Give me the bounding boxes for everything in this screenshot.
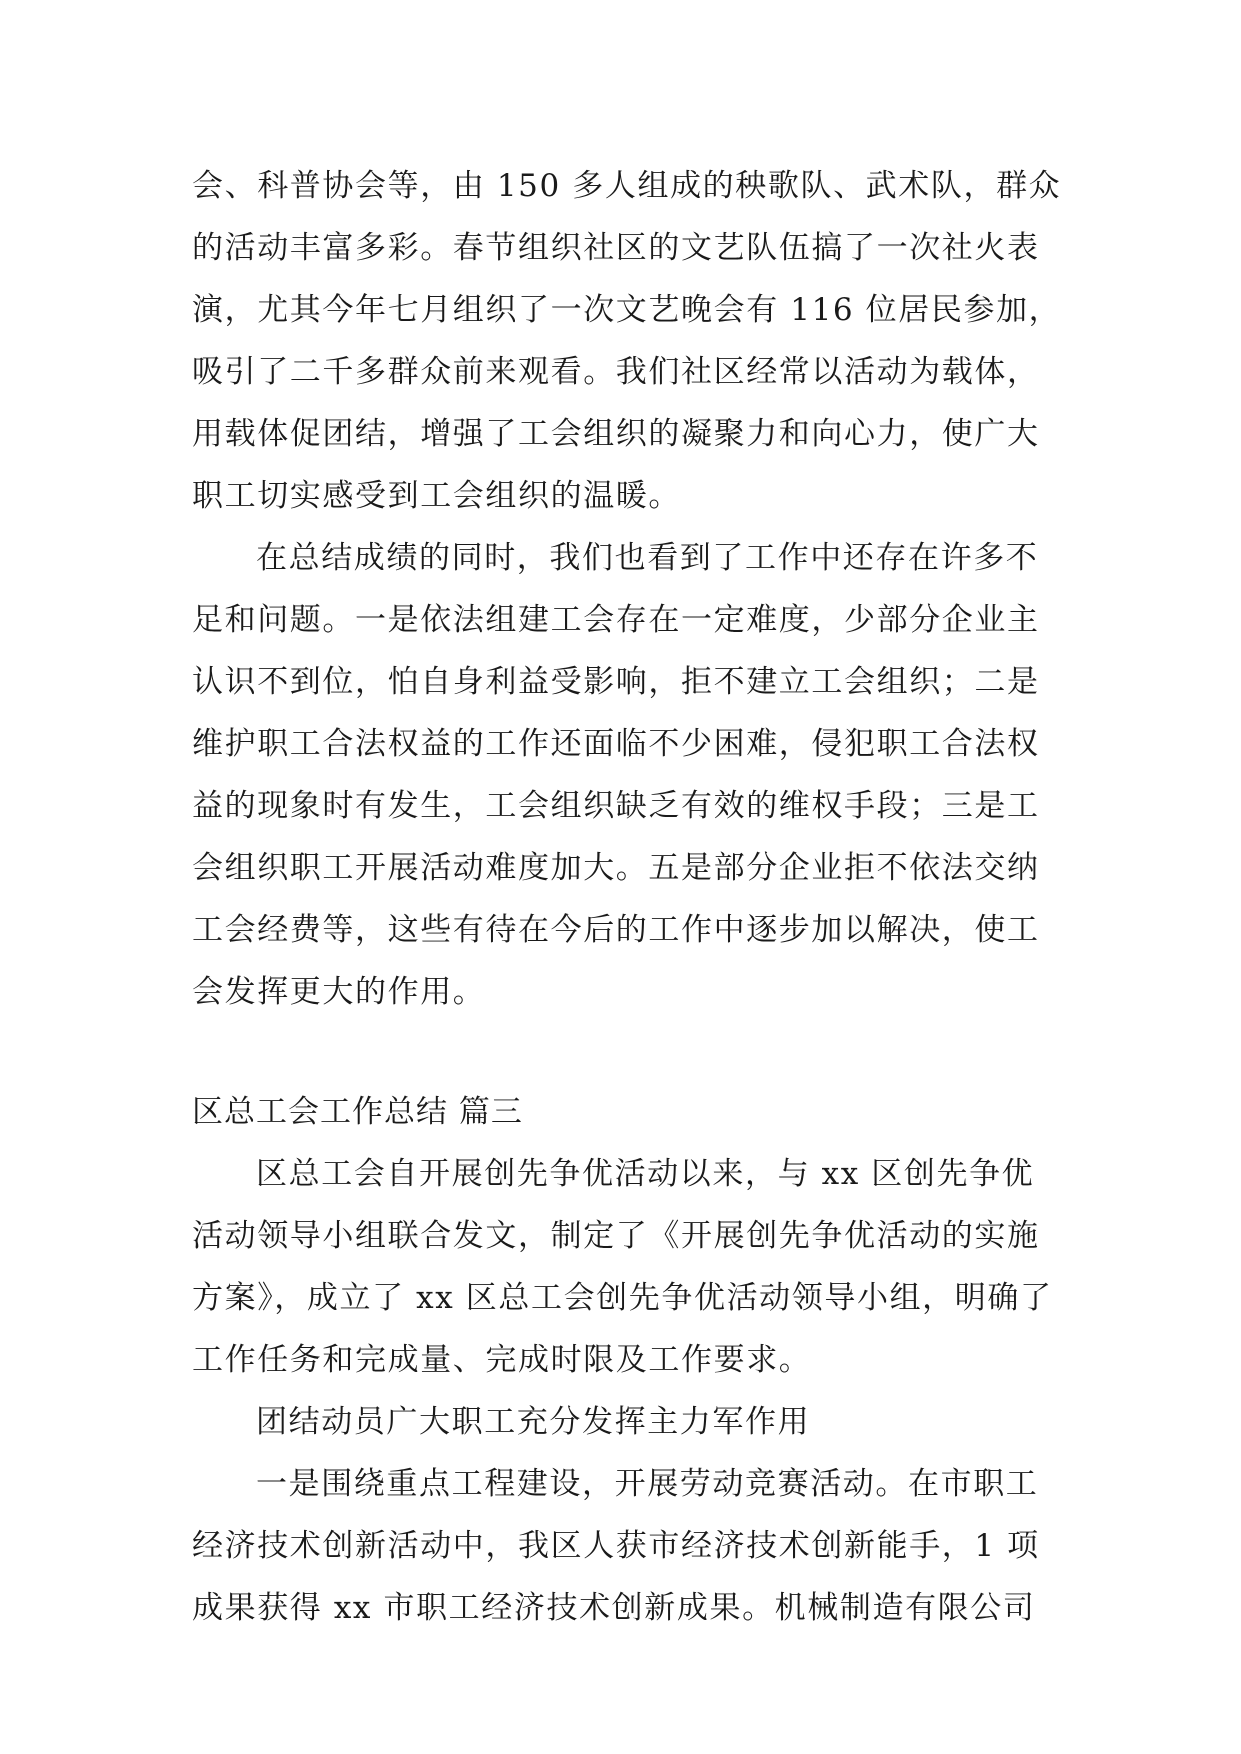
paragraph-line: 职工切实感受到工会组织的温暖。 [192,478,681,514]
paragraph-line: 会发挥更大的作用。 [192,974,486,1010]
paragraph-line: 工作任务和完成量、完成时限及工作要求。 [192,1342,812,1378]
paragraph-line: 活动领导小组联合发文，制定了《开展创先争优活动的实施 [192,1218,1040,1254]
paragraph-line: 会组织职工开展活动难度加大。五是部分企业拒不依法交纳 [192,850,1040,886]
paragraph-line: 经济技术创新活动中，我区人获市经济技术创新能手，1 项 [192,1528,1040,1564]
paragraph-line: 一是围绕重点工程建设，开展劳动竞赛活动。在市职工 [256,1466,1039,1502]
paragraph-line: 区总工会自开展创先争优活动以来，与 xx 区创先争优 [256,1156,1035,1192]
paragraph-line: 在总结成绩的同时，我们也看到了工作中还存在许多不 [256,540,1039,576]
paragraph-line: 足和问题。一是依法组建工会存在一定难度，少部分企业主 [192,602,1040,638]
paragraph-line: 用载体促团结，增强了工会组织的凝聚力和向心力，使广大 [192,416,1040,452]
section-title: 区总工会工作总结 篇三 [192,1094,523,1130]
paragraph-line: 益的现象时有发生，工会组织缺乏有效的维权手段；三是工 [192,788,1040,824]
subheading: 团结动员广大职工充分发挥主力军作用 [256,1404,811,1440]
paragraph-line: 成果获得 xx 市职工经济技术创新成果。机械制造有限公司 [192,1590,1036,1626]
paragraph-line: 认识不到位，怕自身利益受影响，拒不建立工会组织；二是 [192,664,1040,700]
paragraph-line: 工会经费等，这些有待在今后的工作中逐步加以解决，使工 [192,912,1040,948]
paragraph-line: 维护职工合法权益的工作还面临不少困难，侵犯职工合法权 [192,726,1040,762]
paragraph-line: 吸引了二千多群众前来观看。我们社区经常以活动为载体， [192,354,1040,390]
paragraph-line: 方案》，成立了 xx 区总工会创先争优活动领导小组，明确了 [192,1280,1053,1316]
paragraph-line: 会、科普协会等，由 150 多人组成的秧歌队、武术队，群众 [192,168,1062,204]
paragraph-line: 演，尤其今年七月组织了一次文艺晚会有 116 位居民参加， [192,292,1062,328]
paragraph-line: 的活动丰富多彩。春节组织社区的文艺队伍搞了一次社火表 [192,230,1040,266]
